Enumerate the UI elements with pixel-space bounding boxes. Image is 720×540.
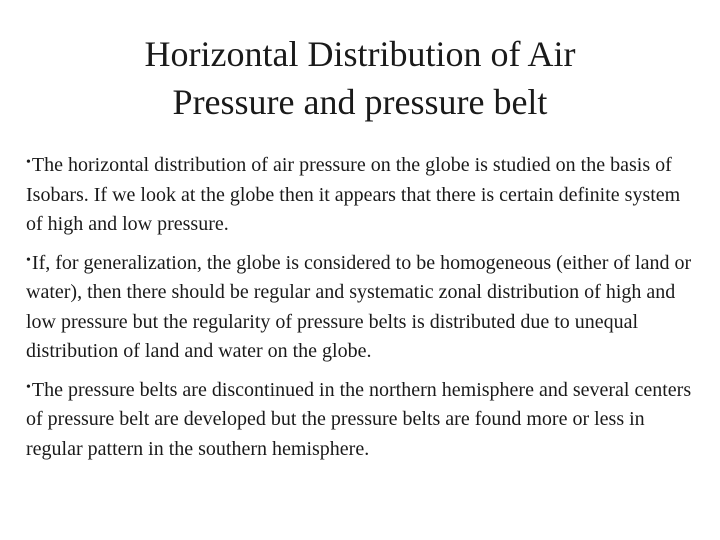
- bullet-marker-3: •: [26, 379, 31, 395]
- bullet-item-3: [26, 373, 698, 465]
- slide-title: [60, 30, 660, 126]
- slide-body: [26, 148, 698, 470]
- bullet-item-2: [26, 246, 698, 367]
- bullet-text-2: If, for generalization, the globe is considered to be homogeneous (either of land or water), then there should be regular and systematic zonal distribution of high and low pressure but the regularity of pressure belts is distributed due to unequal distribution of land and water on the globe.: [26, 251, 692, 362]
- slide-title-line-1: Horizontal Distribution of Air: [144, 34, 576, 74]
- bullet-text-1: The horizontal distribution of air pressure on the globe is studied on the basis of Isobars. If we look at the globe then it appears that there is certain definite system of high and low pressure.: [26, 154, 681, 235]
- bullet-text-3: The pressure belts are discontinued in the northern hemisphere and several centers of pressure belt are developed but the pressure belts are found more or less in regular pattern in the southern hemisphere.: [26, 378, 692, 460]
- bullet-marker-1: •: [26, 155, 31, 170]
- bullet-marker-2: •: [26, 252, 31, 268]
- slide-title-line-2: Pressure and pressure belt: [172, 82, 548, 122]
- bullet-item-1: [26, 148, 698, 240]
